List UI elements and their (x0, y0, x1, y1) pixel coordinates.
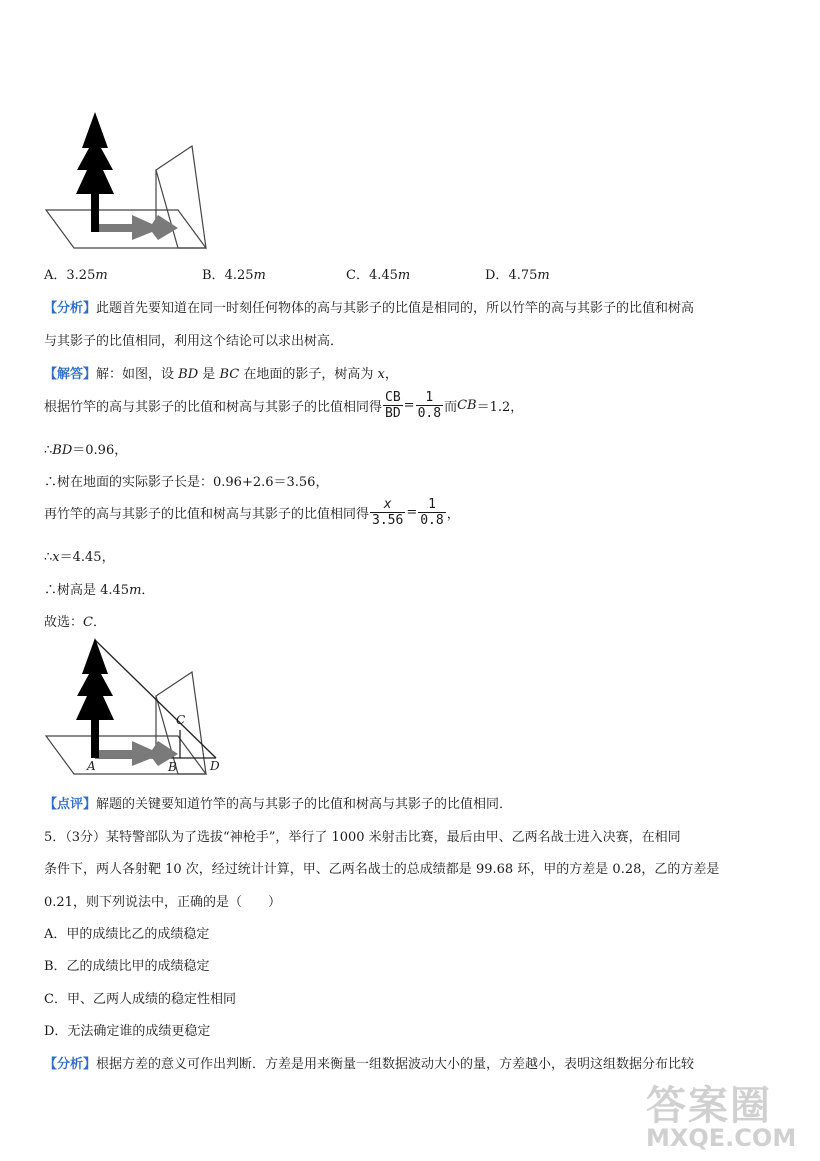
q5-option-a: A．甲的成绩比乙的成绩稳定 (44, 927, 210, 942)
label-d: D (210, 759, 220, 773)
q4-answer-line5: 再竹竿的高与其影子的比值和树高与其影子的比值相同得 $\frac{x}{3.56}$ = $\frac{1}{0.8}$ ， (44, 497, 460, 528)
tree-icon (76, 638, 114, 720)
q4-answer-line7: ∴树高是 4.45m． (44, 583, 155, 598)
tree-trunk (91, 192, 99, 232)
q4-analysis-cont: 与其影子的比值相同，利用这个结论可以求出树高． (44, 334, 344, 349)
q4-option-c: C．4.45m (346, 268, 411, 283)
q4-option-d: D．4.75m (485, 268, 550, 283)
label-a: A (87, 759, 96, 773)
tree-icon (76, 112, 114, 194)
q4-comment: 【点评】解题的关键要知道竹竿的高与其影子的比值和树高与其影子的比值相同． (44, 797, 513, 812)
q5-stem-line2: 条件下，两人各射靶 10 次，经过统计计算，甲、乙两名战士的总成绩都是 99.68 环，甲的方差是 0.28，乙的方差是 (44, 862, 720, 877)
q5-option-b: B．乙的成绩比甲的成绩稳定 (44, 959, 210, 974)
q5-option-d: D．无法确定谁的成绩更稳定 (44, 1024, 211, 1039)
q4-answer-line6: ∴x＝4.45， (44, 550, 115, 565)
shadow-arrow (99, 215, 178, 240)
q4-option-a: A．3.25m (44, 268, 108, 283)
q5-option-c: C．甲、乙两人成绩的稳定性相同 (44, 992, 236, 1007)
q4-option-b: B．4.25m (202, 268, 266, 283)
q4-answer-line1: 【解答】解：如图，设 BD 是 BC 在地面的影子，树高为 x， (44, 367, 398, 382)
fraction-1-0.8-b: $\frac{1}{0.8}$ (420, 497, 444, 528)
fraction-1-0.8: $\frac{1}{0.8}$ (417, 390, 442, 421)
q5-analysis: 【分析】根据方差的意义可作出判断．方差是用来衡量一组数据波动大小的量，方差越小，表明这组数据分布比较 (44, 1057, 695, 1072)
q4-answer-line8: 故选：C． (44, 615, 106, 630)
q4-answer-line3: ∴BD＝0.96， (44, 443, 128, 458)
tree-shadow-figure-2 (44, 636, 244, 778)
q4-analysis: 【分析】此题首先要知道在同一时刻任何物体的高与其影子的比值是相同的，所以竹竿的高与其影子的比值和树高 (44, 301, 695, 316)
fraction-x-3.56: $\frac{x}{3.56}$ (372, 497, 404, 528)
label-b: B (168, 760, 177, 774)
q5-stem-line1: 5．（3分）某特警部队为了选拔“神枪手”，举行了 1000 米射击比赛，最后由甲、乙两名战士进入决赛，在相同 (44, 830, 681, 845)
tree-shadow-figure-1 (44, 110, 214, 255)
q5-stem-line3: 0.21，则下列说法中，正确的是（ ） (44, 895, 281, 910)
q4-answer-line2: 根据竹竿的高与其影子的比值和树高与其影子的比值相同得 $\frac{CB}{BD}$ = $\frac{1}{0.8}$ 而CB＝1.2， (44, 390, 524, 421)
fraction-cb-bd: $\frac{CB}{BD}$ (385, 390, 401, 421)
tree-trunk (91, 718, 99, 758)
watermark-logo: 答案圈 (646, 1083, 772, 1129)
shadow-arrow (99, 741, 178, 766)
watermark-url: MXQE.COM (646, 1124, 797, 1152)
q4-answer-line4: ∴树在地面的实际影子长是：0.96+2.6＝3.56， (44, 475, 329, 490)
label-c: C (176, 713, 186, 727)
